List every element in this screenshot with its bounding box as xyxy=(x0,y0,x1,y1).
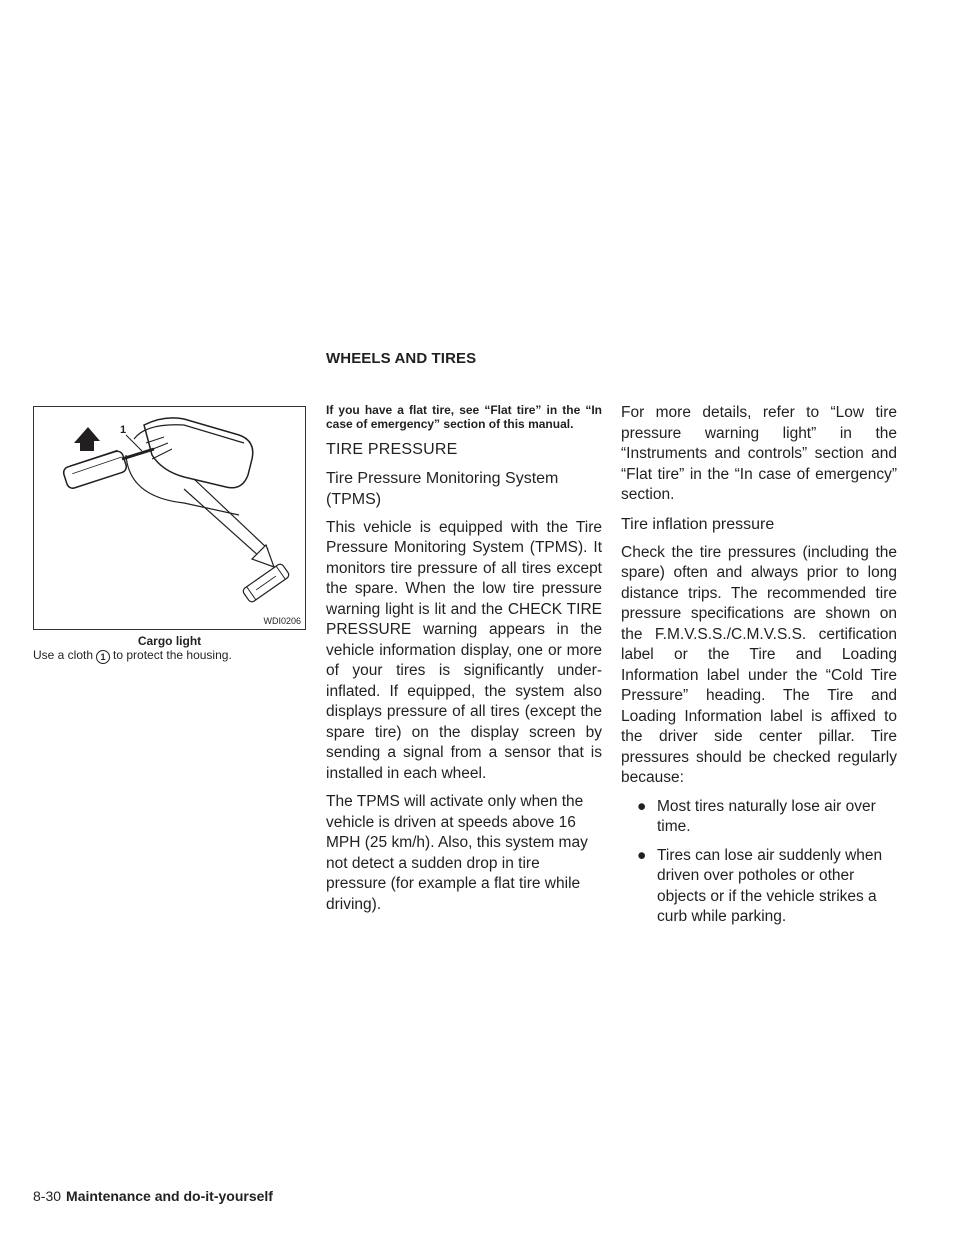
cargo-light-figure xyxy=(33,406,306,630)
heading-tire-inflation: Tire inflation pressure xyxy=(621,515,775,533)
bullet-list xyxy=(621,797,897,928)
bullet-text: Most tires naturally lose air over time. xyxy=(657,797,876,835)
circled-number-1: 1 xyxy=(96,650,110,664)
instruction-text-end: to protect the housing. xyxy=(113,648,232,662)
page-footer xyxy=(33,1188,273,1204)
page-number: 8-30 xyxy=(33,1188,62,1204)
figure-caption: Cargo light xyxy=(137,634,202,648)
figure-code: WDI0206 xyxy=(263,616,301,626)
column-3 xyxy=(621,403,897,936)
instruction-text-start: Use a cloth xyxy=(33,648,94,662)
chapter-title: Maintenance and do-it-yourself xyxy=(66,1188,273,1204)
heading-tpms: Tire Pressure Monitoring System (TPMS) xyxy=(326,469,559,508)
tpms-description: This vehicle is equipped with the Tire Pressure Monitoring System (TPMS). It monitors tire pressure of all tires except the spare. When the low tire pressure warning light is lit and the CHECK TIRE PRESSURE warning appears in the vehicle information display, one or more of your tires is significantly under-inflated. If equipped, the system also displays pressure of all tires (except the spare tire) on the display screen by sending a signal from a sensor that is installed in each wheel. xyxy=(326,518,602,782)
bullet-icon: ● xyxy=(637,846,647,864)
cargo-light-illustration xyxy=(34,407,305,629)
flat-tire-note: If you have a flat tire, see “Flat tire” in the “In case of emergency” section of this manual. xyxy=(326,403,602,431)
list-item xyxy=(621,797,897,838)
column-2 xyxy=(326,403,602,923)
tpms-activation: The TPMS will activate only when the vehicle is driven at speeds above 16 MPH (25 km/h). Also, this system may not detect a sudden drop in tire pressure (for example a flat tire while driving). xyxy=(326,793,588,913)
more-details-paragraph: For more details, refer to “Low tire pressure warning light” in the “Instruments and controls” section and “Flat tire” in the “In case of emergency” section. xyxy=(621,404,897,503)
callout-number: 1 xyxy=(120,424,127,436)
section-header: WHEELS AND TIRES xyxy=(326,350,477,367)
bullet-text: Tires can lose air suddenly when driven over potholes or other objects or if the vehicle strikes a curb while parking. xyxy=(657,846,883,925)
inflation-paragraph: Check the tire pressures (including the spare) often and always prior to long distance trips. The recommended tire pressure specifications are shown on the F.M.V.S.S./C.M.V.S.S. certification label or the Tire and Loading Information label under the “Cold Tire Pressure” heading. The Tire and Loading Information label is affixed to the driver side center pillar. Tire pressures should be checked regularly because: xyxy=(621,543,897,786)
bullet-icon: ● xyxy=(637,797,647,815)
list-item xyxy=(621,846,897,928)
heading-tire-pressure: TIRE PRESSURE xyxy=(326,441,458,458)
figure-instruction xyxy=(33,648,232,664)
